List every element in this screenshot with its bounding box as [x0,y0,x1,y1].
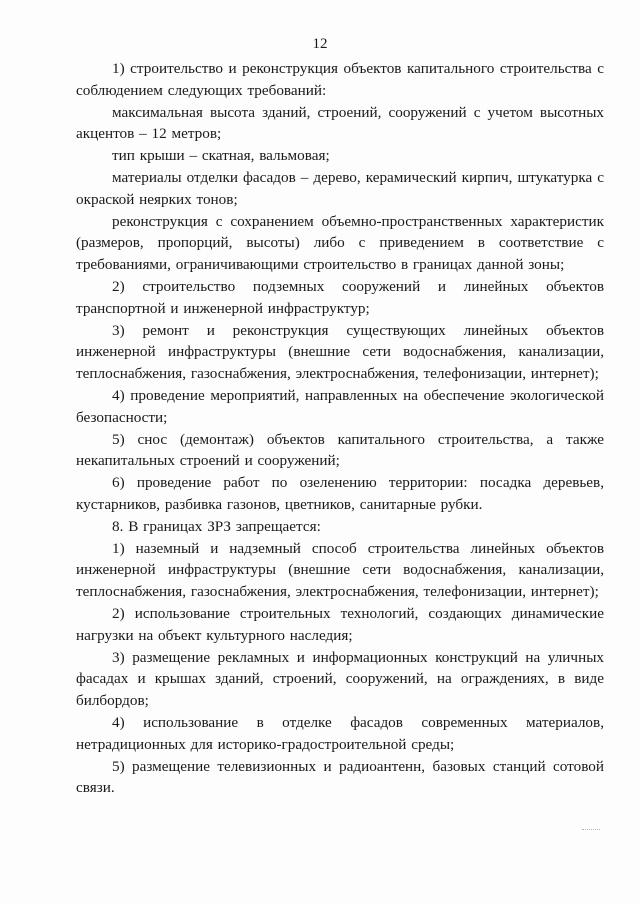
section-8-heading: 8. В границах ЗРЗ запрещается: [112,517,321,535]
prohibited-1-aboveground: 1) наземный и надземный способ строительства линейных объектов инженерной инфраструктуры (внешние сети водоснабжения, канализации, теплоснабжения, газоснабжения, электроснабжения, телефонизации, интернет); [76,539,604,601]
paragraph-4-ecology: 4) проведение мероприятий, направленных на обеспечение экологической безопасности; [76,386,604,426]
prohibited-5-antennas: 5) размещение телевизионных и радиоантенн, базовых станций сотовой связи. [76,757,604,797]
paragraph-2-underground: 2) строительство подземных сооружений и линейных объектов транспортной и инженерной инфраструктур; [76,277,604,317]
paragraph-3-repair: 3) ремонт и реконструкция существующих линейных объектов инженерной инфраструктуры (внешние сети водоснабжения, канализации, теплоснабжения, газоснабжения, электроснабжения, телефонизации, интернет); [76,321,604,383]
paragraph-6-landscaping: 6) проведение работ по озеленению территории: посадка деревьев, кустарников, разбивка газонов, цветников, санитарные рубки. [76,474,604,513]
paragraph-max-height: максимальная высота зданий, строений, сооружений с учетом высотных акцентов – 12 метров; [76,103,604,143]
prohibited-4-modern-materials: 4) использование в отделке фасадов современных материалов, нетрадиционных для историко-градостроительной среды; [76,713,604,753]
paragraph-reconstruction: реконструкция с сохранением объемно-пространственных характеристик (размеров, пропорций, высоты) либо с приведением в соответствие с требованиями, ограничивающими строительство в границах данной зоны; [76,212,604,274]
page-number: 12 [312,36,328,52]
paragraph-1-construction: 1) строительство и реконструкция объектов капитального строительства с соблюдением следующих требований: [76,60,604,99]
paragraph-roof-type: тип крыши – скатная, вальмовая; [112,147,330,165]
prohibited-2-dynamic-loads: 2) использование строительных технологий, создающих динамические нагрузки на объект культурного наследия; [76,604,604,644]
paragraph-5-demolition: 5) снос (демонтаж) объектов капитального строительства, а также некапитальных строений и сооружений; [76,430,604,470]
scan-speck [582,829,600,832]
document-body [76,58,604,799]
paragraph-facade-materials: материалы отделки фасадов – дерево, керамический кирпич, штукатурка с окраской неярких тонов; [76,168,604,208]
prohibited-3-advertising: 3) размещение рекламных и информационных конструкций на уличных фасадах и крышах зданий, строений, сооружений, на ограждениях, в виде билбордов; [76,648,604,710]
